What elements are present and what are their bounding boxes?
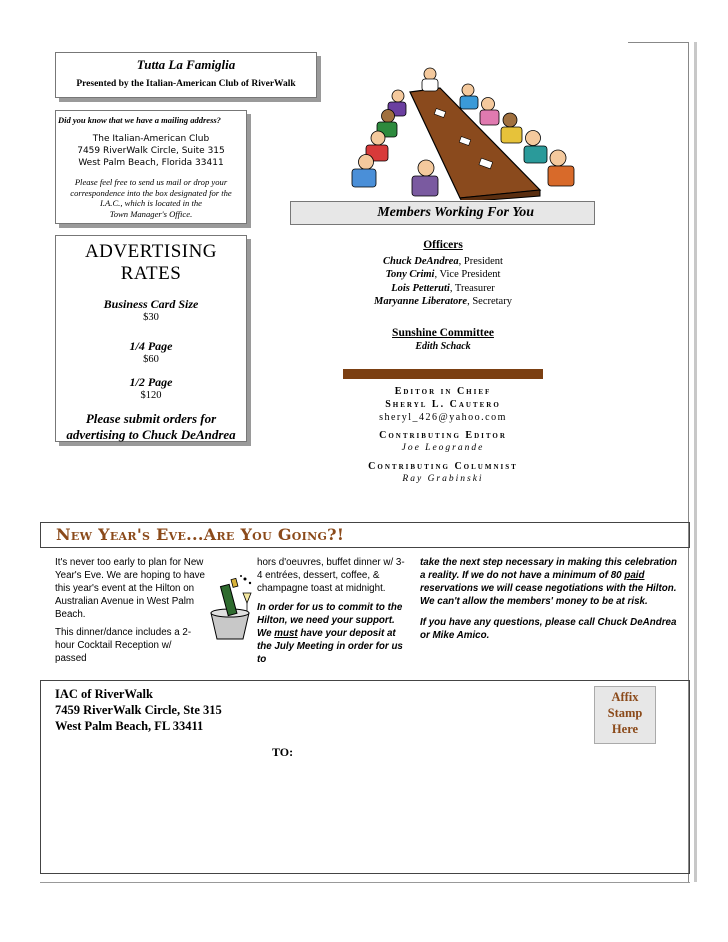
club-address <box>56 133 246 169</box>
nye-header-box <box>40 522 690 548</box>
editors-section <box>343 385 543 486</box>
newsletter-title: Tutta La Famiglia <box>136 57 236 72</box>
bottom-rule <box>40 882 690 883</box>
nye-emphasis: paid <box>624 570 645 581</box>
club-address-line: The Italian-American Club <box>92 134 210 144</box>
contributing-columnist-title: Contributing Columnist <box>368 461 518 472</box>
advertising-heading: ADVERTISING RATES <box>84 241 218 284</box>
stamp-line: Here <box>611 722 639 736</box>
sunshine-member: Edith Schack <box>415 341 471 352</box>
nye-paragraph: It's never too early to plan for New Year's Eve. We are hoping to have this year's event at the Hilton on Australian Avenue in West Palm Beach. <box>55 557 206 620</box>
editor-in-chief-title: Editor in Chief <box>394 386 492 397</box>
nye-text: In order for us to commit to the Hilton, we need your support. We <box>257 602 403 639</box>
nye-emphasis: must <box>274 628 298 639</box>
mailing-question: Did you know that we have a mailing address? <box>58 115 221 125</box>
officer-line <box>343 282 543 296</box>
return-address-line: West Palm Beach, FL 33411 <box>55 719 204 733</box>
officer-line <box>343 255 543 269</box>
officer-role: , President <box>458 255 503 267</box>
officer-role: , Secretary <box>467 296 512 307</box>
officer-name: Maryanne Liberatore <box>374 296 468 307</box>
ad-submit-line: Please submit orders for <box>85 411 217 426</box>
section-divider-bar <box>343 369 543 379</box>
ad-price: $60 <box>143 354 159 365</box>
officer-role: , Vice President <box>434 269 501 280</box>
nye-column-1 <box>55 556 205 670</box>
nye-paragraph <box>420 556 682 608</box>
return-address-line: IAC of RiverWalk <box>55 687 153 701</box>
nye-paragraph <box>257 601 407 666</box>
nye-paragraph: hors d'oeuvres, buffet dinner w/ 3-4 entrées, dessert, coffee, & champagne toast at midnight. <box>257 557 405 594</box>
members-heading: Members Working For You <box>377 205 534 220</box>
sunshine-committee-section <box>343 327 543 352</box>
nye-paragraph: This dinner/dance includes a 2-hour Cocktail Reception w/ passed <box>55 627 192 664</box>
nye-paragraph: If you have any questions, please call Chuck DeAndrea or Mike Amico. <box>420 617 677 641</box>
officer-line <box>343 295 543 309</box>
officer-name: Lois Petteruti <box>391 282 450 294</box>
contributing-columnist-name: Ray Grabinski <box>402 474 484 484</box>
officer-name: Tony Crimi <box>385 269 435 280</box>
mailing-note-line: Please feel free to send us mail or drop your <box>74 177 228 187</box>
newsletter-subtitle: Presented by the Italian-American Club of RiverWalk <box>76 79 296 89</box>
ad-size: Business Card Size <box>103 297 199 311</box>
officer-line <box>343 268 543 282</box>
mailing-note-line: correspondence into the box designated for the <box>70 187 232 198</box>
club-address-line: 7459 RiverWalk Circle, Suite 315 <box>77 146 225 156</box>
members-header-bar <box>290 201 595 225</box>
advertising-rates-box <box>55 235 247 442</box>
nye-column-2 <box>257 556 407 666</box>
top-rule <box>628 42 688 43</box>
to-label: TO: <box>272 745 294 759</box>
mailing-note <box>56 177 246 219</box>
officer-name: Chuck DeAndrea <box>383 255 459 267</box>
ad-submit-line: advertising to Chuck DeAndrea <box>66 427 236 442</box>
champagne-icon <box>203 573 258 643</box>
stamp-line: Stamp <box>607 706 643 720</box>
meeting-illustration <box>340 60 595 200</box>
mailing-address-box <box>55 110 247 224</box>
nye-text: have your deposit at the July Meeting in order for us to <box>257 628 403 665</box>
ad-submit-note <box>56 411 246 443</box>
ad-price: $120 <box>140 390 162 401</box>
contributing-editor-name: Joe Leogrande <box>401 443 485 453</box>
club-address-line: West Palm Beach, Florida 33411 <box>78 158 224 168</box>
mailing-note-line: I.A.C., which is located in the <box>100 198 202 208</box>
nye-heading: New Year's Eve...Are You Going?! <box>56 525 345 544</box>
ad-size: 1/4 Page <box>129 339 173 353</box>
right-rule-shadow <box>694 42 697 882</box>
sunshine-heading: Sunshine Committee <box>392 327 494 339</box>
stamp-box <box>594 686 656 744</box>
mailing-note-line: Town Manager's Office. <box>109 208 193 219</box>
return-address-line: 7459 RiverWalk Circle, Ste 315 <box>55 703 222 717</box>
officer-role: , Treasurer <box>449 282 495 294</box>
nye-text: reservations we will cease negotiations with the Hilton. We can't allow the members' money to be at risk. <box>420 583 677 607</box>
ad-size: 1/2 Page <box>129 375 173 389</box>
editor-email: sheryl_426@yahoo.com <box>379 412 507 423</box>
editor-in-chief-name: Sheryl L. Cautero <box>385 399 501 410</box>
contributing-editor-title: Contributing Editor <box>379 430 507 441</box>
officers-heading: Officers <box>423 239 463 251</box>
officers-section <box>343 239 543 309</box>
stamp-line: Affix <box>611 690 639 704</box>
newsletter-title-box <box>55 52 317 98</box>
nye-column-3 <box>420 556 682 650</box>
nye-text: take the next step necessary in making this celebration a reality. If we do not have a minimum of 80 <box>420 557 677 581</box>
ad-price: $30 <box>143 312 159 323</box>
return-address <box>55 686 222 734</box>
